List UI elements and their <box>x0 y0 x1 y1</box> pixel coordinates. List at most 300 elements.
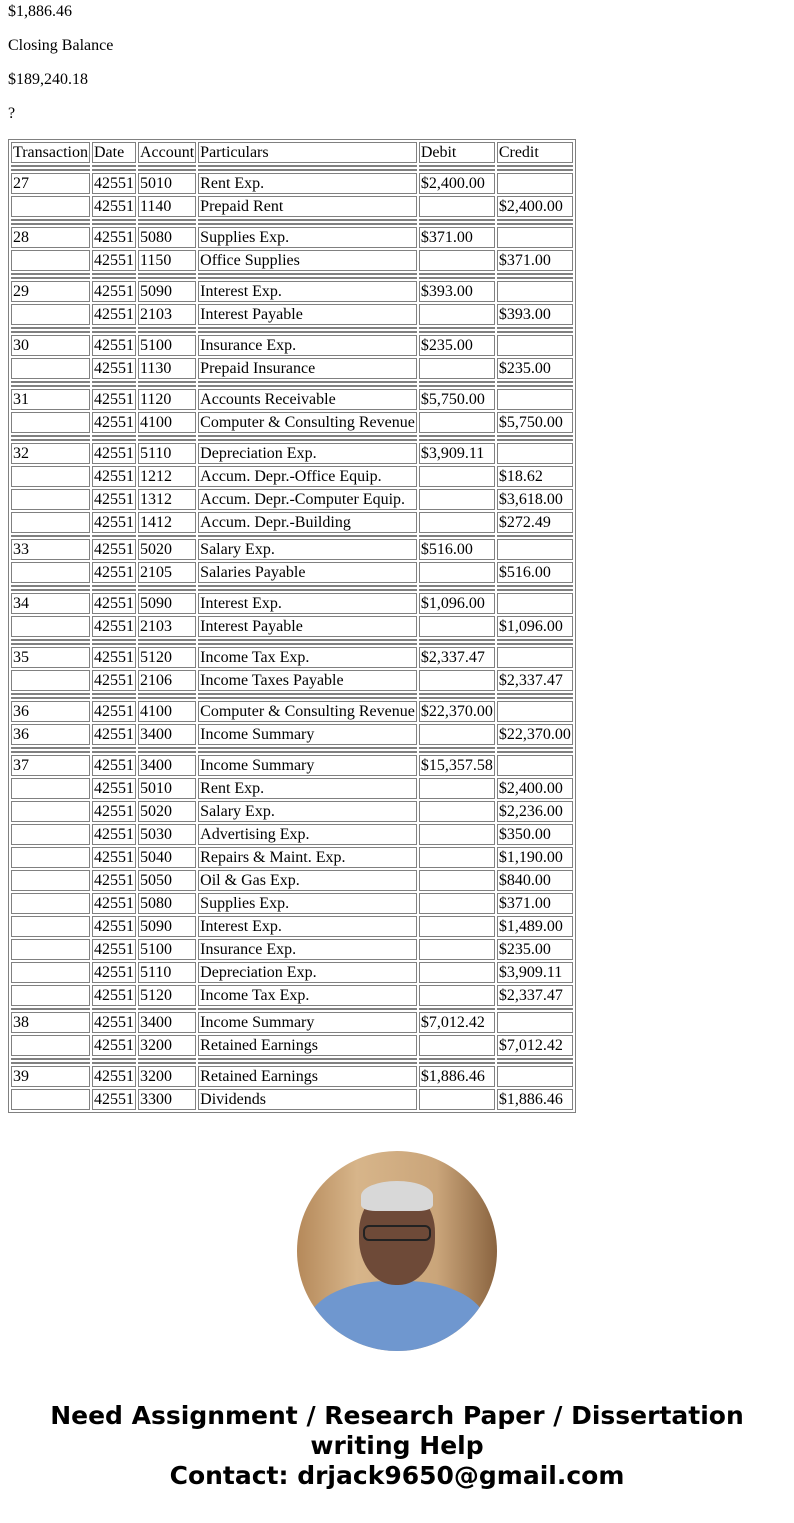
transaction-cell <box>11 1035 90 1056</box>
empty-cell <box>11 697 90 699</box>
promo-footer <box>8 1401 786 1491</box>
account-cell: 5020 <box>138 539 196 560</box>
particulars-cell: Prepaid Rent <box>198 196 417 217</box>
separator-row <box>11 697 573 699</box>
date-cell: 42551 <box>93 391 134 408</box>
debit-cell <box>419 489 495 510</box>
empty-cell <box>198 327 417 329</box>
credit-cell: $2,400.00 <box>497 778 573 799</box>
separator-row <box>11 643 573 645</box>
empty-cell <box>11 277 90 279</box>
date-cell: 42551 <box>93 306 134 323</box>
table-row <box>11 412 573 433</box>
transaction-cell <box>11 616 90 637</box>
transaction-cell <box>11 847 90 868</box>
empty-cell <box>11 219 90 221</box>
particulars-cell: Income Summary <box>198 724 417 745</box>
promo-line-2: writing Help <box>310 1431 484 1460</box>
header-credit: Credit <box>497 142 573 163</box>
account-cell: 5080 <box>138 227 196 248</box>
empty-cell <box>138 585 196 587</box>
empty-cell <box>419 1062 495 1064</box>
empty-cell <box>497 331 573 333</box>
particulars-cell: Interest Exp. <box>198 916 417 937</box>
transaction-cell: 28 <box>11 227 90 248</box>
empty-cell <box>198 435 417 437</box>
particulars-cell: Accum. Depr.-Computer Equip. <box>198 489 417 510</box>
particulars-cell: Repairs & Maint. Exp. <box>198 847 417 868</box>
empty-cell <box>138 385 196 387</box>
header-date: Date <box>92 142 136 163</box>
transaction-cell <box>11 870 90 891</box>
empty-cell <box>419 747 495 749</box>
particulars-cell: Oil & Gas Exp. <box>198 870 417 891</box>
table-row <box>11 489 573 510</box>
account-cell: 5080 <box>138 893 196 914</box>
empty-cell <box>92 643 136 645</box>
particulars-cell: Accum. Depr.-Office Equip. <box>198 466 417 487</box>
empty-cell <box>11 165 90 167</box>
particulars-cell: Insurance Exp. <box>198 939 417 960</box>
empty-cell <box>138 639 196 641</box>
empty-cell <box>11 747 90 749</box>
transaction-cell <box>11 196 90 217</box>
empty-cell <box>92 277 136 279</box>
table-row <box>11 227 573 248</box>
credit-cell <box>497 1012 573 1033</box>
table-row <box>11 778 573 799</box>
table-row <box>11 389 573 410</box>
particulars-cell: Dividends <box>198 1089 417 1110</box>
particulars-cell: Income Tax Exp. <box>198 985 417 1006</box>
debit-cell <box>419 466 495 487</box>
credit-cell: $3,909.11 <box>497 962 573 983</box>
table-row <box>11 985 573 1006</box>
empty-cell <box>198 277 417 279</box>
table-row <box>11 358 573 379</box>
particulars-cell: Interest Payable <box>198 616 417 637</box>
credit-cell <box>497 173 573 194</box>
empty-cell <box>419 1008 495 1010</box>
transaction-cell: 36 <box>11 701 90 722</box>
table-row <box>11 539 573 560</box>
transaction-cell <box>11 1089 90 1110</box>
credit-cell: $371.00 <box>497 893 573 914</box>
header-transaction: Transaction <box>13 144 88 161</box>
header-debit: Debit <box>419 142 495 163</box>
empty-cell <box>138 439 196 441</box>
empty-cell <box>11 1008 90 1010</box>
transaction-cell: 32 <box>11 443 90 464</box>
empty-cell <box>198 223 417 225</box>
empty-cell <box>497 381 573 383</box>
empty-cell <box>92 693 136 695</box>
separator-row <box>11 1058 573 1060</box>
empty-cell <box>198 385 417 387</box>
empty-cell <box>92 165 136 167</box>
debit-cell: $22,370.00 <box>420 703 493 720</box>
credit-cell <box>497 335 573 356</box>
table-row <box>11 916 573 937</box>
particulars-cell: Computer & Consulting Revenue <box>200 703 415 720</box>
date-cell: 42551 <box>93 175 134 192</box>
transaction-cell <box>11 562 90 583</box>
date-cell: 42551 <box>93 564 134 581</box>
empty-cell <box>11 693 90 695</box>
empty-cell <box>138 751 196 753</box>
separator-row <box>11 1008 573 1010</box>
credit-cell <box>497 539 573 560</box>
empty-cell <box>92 435 136 437</box>
account-cell: 2106 <box>138 670 196 691</box>
transaction-cell <box>11 824 90 845</box>
separator-row <box>11 381 573 383</box>
empty-cell <box>11 589 90 591</box>
particulars-cell: Interest Exp. <box>198 281 417 302</box>
debit-cell: $1,886.46 <box>419 1066 495 1087</box>
transaction-cell <box>11 250 90 271</box>
transaction-cell: 39 <box>11 1066 90 1087</box>
empty-cell <box>11 223 90 225</box>
debit-cell <box>419 196 495 217</box>
credit-cell: $1,489.00 <box>497 916 573 937</box>
table-row <box>11 670 573 691</box>
table-row <box>11 173 573 194</box>
empty-cell <box>11 381 90 383</box>
empty-cell <box>497 327 573 329</box>
transaction-cell <box>11 962 90 983</box>
credit-cell <box>497 1066 573 1087</box>
credit-cell: $371.00 <box>497 250 573 271</box>
debit-cell <box>419 512 495 533</box>
account-cell: 3400 <box>138 755 196 776</box>
account-cell: 5090 <box>138 593 196 614</box>
empty-cell <box>419 693 495 695</box>
empty-cell <box>198 751 417 753</box>
separator-row <box>11 331 573 333</box>
empty-cell <box>138 381 196 383</box>
table-row <box>11 962 573 983</box>
transaction-cell <box>11 778 90 799</box>
debit-cell: $15,357.58 <box>420 757 493 774</box>
particulars-cell: Advertising Exp. <box>198 824 417 845</box>
transaction-cell: 34 <box>11 593 90 614</box>
transaction-cell <box>11 939 90 960</box>
date-cell: 42551 <box>93 1037 134 1054</box>
empty-cell <box>419 435 495 437</box>
particulars-cell: Supplies Exp. <box>198 893 417 914</box>
empty-cell <box>92 385 136 387</box>
date-cell: 42551 <box>93 941 134 958</box>
debit-cell <box>419 562 495 583</box>
empty-cell <box>138 589 196 591</box>
separator-row <box>11 693 573 695</box>
credit-cell: $3,618.00 <box>497 489 573 510</box>
table-row <box>11 1089 573 1110</box>
particulars-cell: Retained Earnings <box>198 1066 417 1087</box>
debit-cell <box>419 801 495 822</box>
table-row <box>11 801 573 822</box>
table-row <box>11 847 573 868</box>
empty-cell <box>419 585 495 587</box>
empty-cell <box>419 169 495 171</box>
empty-cell <box>419 439 495 441</box>
account-cell: 5110 <box>138 443 196 464</box>
avatar-glasses <box>363 1225 431 1241</box>
empty-cell <box>497 439 573 441</box>
date-cell: 42551 <box>93 252 134 269</box>
empty-cell <box>497 747 573 749</box>
header-particulars: Particulars <box>198 142 417 163</box>
empty-cell <box>92 589 136 591</box>
date-cell: 42551 <box>93 595 134 612</box>
particulars-cell: Income Summary <box>198 755 417 776</box>
empty-cell <box>138 747 196 749</box>
separator-row <box>11 327 573 329</box>
particulars-cell: Supplies Exp. <box>198 227 417 248</box>
empty-cell <box>138 169 196 171</box>
transaction-cell: 33 <box>11 539 90 560</box>
table-row <box>11 281 573 302</box>
account-cell: 5110 <box>138 962 196 983</box>
empty-cell <box>419 273 495 275</box>
particulars-cell: Accum. Depr.-Building <box>198 512 417 533</box>
date-cell: 42551 <box>93 1014 134 1031</box>
particulars-cell: Computer & Consulting Revenue <box>200 414 415 431</box>
table-row <box>11 824 573 845</box>
empty-cell <box>419 219 495 221</box>
empty-cell <box>419 385 495 387</box>
date-cell: 42551 <box>93 414 134 431</box>
empty-cell <box>138 219 196 221</box>
empty-cell <box>138 1062 196 1064</box>
particulars-cell: Income Taxes Payable <box>198 670 417 691</box>
separator-row <box>11 585 573 587</box>
empty-cell <box>138 535 196 537</box>
empty-cell <box>92 751 136 753</box>
empty-cell <box>419 589 495 591</box>
transaction-cell <box>11 801 90 822</box>
question-mark: ? <box>8 105 16 122</box>
account-cell: 2103 <box>138 616 196 637</box>
separator-row <box>11 273 573 275</box>
date-cell: 42551 <box>93 757 134 774</box>
transaction-cell: 38 <box>11 1012 90 1033</box>
date-cell: 42551 <box>93 1068 134 1085</box>
table-header-row <box>11 142 573 163</box>
separator-row <box>11 385 573 387</box>
particulars-cell: Interest Exp. <box>198 593 417 614</box>
debit-cell: $7,012.42 <box>419 1012 495 1033</box>
separator-row <box>11 747 573 749</box>
account-cell: 1150 <box>138 250 196 271</box>
credit-cell <box>497 389 573 410</box>
transaction-cell <box>11 412 90 433</box>
debit-cell <box>419 724 495 745</box>
date-cell: 42551 <box>93 198 134 215</box>
date-cell: 42551 <box>93 468 134 485</box>
debit-cell <box>419 778 495 799</box>
particulars-cell: Salary Exp. <box>198 539 417 560</box>
debit-cell <box>419 824 495 845</box>
empty-cell <box>497 693 573 695</box>
empty-cell <box>138 697 196 699</box>
credit-cell: $7,012.42 <box>497 1035 573 1056</box>
credit-cell: $2,400.00 <box>497 196 573 217</box>
empty-cell <box>92 697 136 699</box>
debit-cell <box>419 985 495 1006</box>
credit-cell: $2,337.47 <box>497 670 573 691</box>
account-cell: 5090 <box>138 916 196 937</box>
account-cell: 1130 <box>138 358 196 379</box>
empty-cell <box>92 535 136 537</box>
empty-cell <box>198 1008 417 1010</box>
transaction-cell <box>11 670 90 691</box>
empty-cell <box>419 223 495 225</box>
empty-cell <box>198 1058 417 1060</box>
empty-cell <box>198 273 417 275</box>
transaction-cell: 30 <box>11 335 90 356</box>
debit-cell <box>419 304 495 325</box>
empty-cell <box>198 381 417 383</box>
avatar-shirt <box>307 1281 487 1351</box>
empty-cell <box>11 385 90 387</box>
date-cell: 42551 <box>93 987 134 1004</box>
empty-cell <box>92 747 136 749</box>
empty-cell <box>138 643 196 645</box>
empty-cell <box>11 1058 90 1060</box>
credit-cell <box>497 755 573 776</box>
account-cell: 2105 <box>138 562 196 583</box>
credit-cell: $840.00 <box>497 870 573 891</box>
debit-cell <box>419 847 495 868</box>
credit-cell <box>497 593 573 614</box>
date-cell: 42551 <box>93 964 134 981</box>
particulars-cell: Salaries Payable <box>198 562 417 583</box>
empty-cell <box>198 331 417 333</box>
transaction-cell <box>11 916 90 937</box>
table-row <box>11 335 573 356</box>
empty-cell <box>497 1062 573 1064</box>
empty-cell <box>138 273 196 275</box>
date-cell: 42551 <box>93 283 134 300</box>
empty-cell <box>138 277 196 279</box>
separator-row <box>11 223 573 225</box>
particulars-cell: Rent Exp. <box>198 173 417 194</box>
promo-line-1: Need Assignment / Research Paper / Dissertation <box>50 1401 744 1430</box>
empty-cell <box>92 381 136 383</box>
empty-cell <box>198 585 417 587</box>
empty-cell <box>138 331 196 333</box>
empty-cell <box>497 1008 573 1010</box>
empty-cell <box>419 277 495 279</box>
empty-cell <box>198 165 417 167</box>
separator-row <box>11 277 573 279</box>
date-cell: 42551 <box>93 703 134 720</box>
empty-cell <box>138 1058 196 1060</box>
author-photo-container <box>8 1151 786 1351</box>
table-row <box>11 304 573 325</box>
closing-balance-value: $189,240.18 <box>8 71 88 88</box>
transaction-cell <box>11 985 90 1006</box>
account-cell: 1312 <box>138 489 196 510</box>
date-cell: 42551 <box>93 726 134 743</box>
debit-cell <box>419 670 495 691</box>
empty-cell <box>198 439 417 441</box>
empty-cell <box>419 165 495 167</box>
account-cell: 4100 <box>138 412 196 433</box>
amount-text: $1,886.46 <box>8 3 72 20</box>
credit-cell: $5,750.00 <box>497 412 573 433</box>
transaction-cell <box>11 358 90 379</box>
account-cell: 1412 <box>138 512 196 533</box>
transaction-cell: 29 <box>11 281 90 302</box>
empty-cell <box>11 535 90 537</box>
account-cell: 5100 <box>138 335 196 356</box>
credit-cell: $1,096.00 <box>497 616 573 637</box>
debit-cell <box>419 962 495 983</box>
empty-cell <box>497 169 573 171</box>
table-row <box>11 466 573 487</box>
credit-cell <box>497 227 573 248</box>
empty-cell <box>92 169 136 171</box>
empty-cell <box>92 327 136 329</box>
empty-cell <box>138 223 196 225</box>
date-cell: 42551 <box>93 803 134 820</box>
credit-cell: $1,886.46 <box>497 1089 573 1110</box>
table-row <box>11 1035 573 1056</box>
journal-table <box>8 139 576 1113</box>
date-cell: 42551 <box>93 826 134 843</box>
empty-cell <box>497 385 573 387</box>
empty-cell <box>497 435 573 437</box>
credit-cell <box>497 281 573 302</box>
account-cell: 5050 <box>138 870 196 891</box>
empty-cell <box>419 643 495 645</box>
table-row <box>11 196 573 217</box>
empty-cell <box>497 273 573 275</box>
particulars-cell: Accounts Receivable <box>198 389 417 410</box>
particulars-cell: Office Supplies <box>198 250 417 271</box>
date-cell: 42551 <box>93 337 134 354</box>
empty-cell <box>11 751 90 753</box>
date-cell: 42551 <box>93 1091 134 1108</box>
transaction-cell <box>11 304 90 325</box>
empty-cell <box>11 169 90 171</box>
date-cell: 42551 <box>93 360 134 377</box>
particulars-cell: Retained Earnings <box>198 1035 417 1056</box>
empty-cell <box>92 219 136 221</box>
credit-cell: $2,337.47 <box>497 985 573 1006</box>
debit-cell: $1,096.00 <box>419 593 495 614</box>
debit-cell <box>419 358 495 379</box>
debit-cell: $3,909.11 <box>419 443 495 464</box>
author-avatar <box>297 1151 497 1351</box>
account-cell: 1140 <box>138 196 196 217</box>
empty-cell <box>92 223 136 225</box>
debit-cell <box>419 1035 495 1056</box>
particulars-cell: Prepaid Insurance <box>198 358 417 379</box>
empty-cell <box>198 747 417 749</box>
table-row <box>11 870 573 891</box>
table-row <box>11 647 573 668</box>
particulars-cell: Insurance Exp. <box>198 335 417 356</box>
debit-cell <box>419 916 495 937</box>
empty-cell <box>138 435 196 437</box>
debit-cell <box>419 870 495 891</box>
account-cell: 1212 <box>138 466 196 487</box>
empty-cell <box>198 219 417 221</box>
